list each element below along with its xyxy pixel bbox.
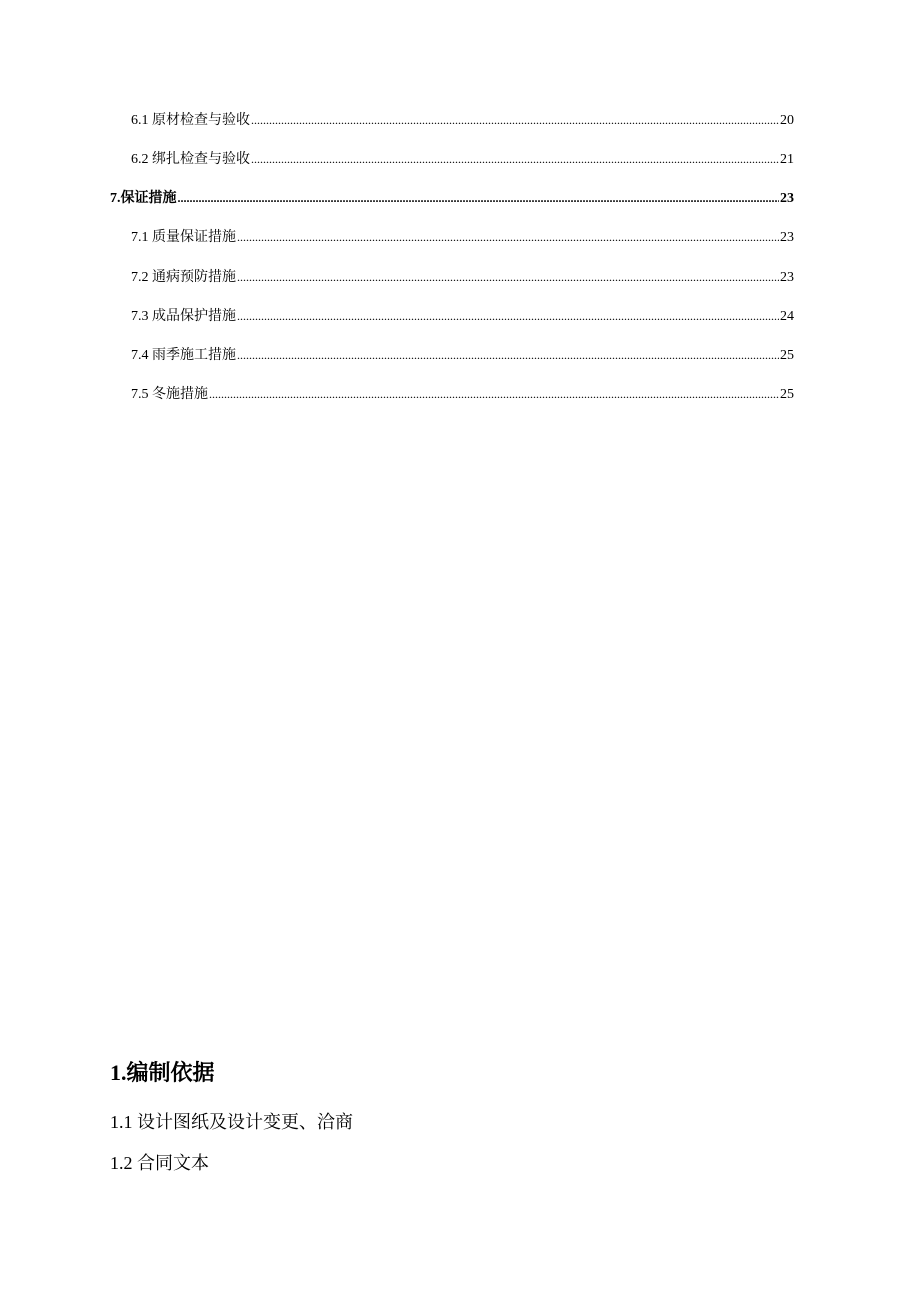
toc-dot-leader <box>237 345 779 365</box>
toc-entry-label: 7.4 雨季施工措施 <box>131 348 236 363</box>
toc-page-number: 21 <box>780 152 794 167</box>
toc-entry[interactable] <box>131 306 794 326</box>
toc-entry-label: 7.3 成品保护措施 <box>131 309 236 324</box>
toc-dot-leader <box>251 149 779 169</box>
toc-entry-label: 6.2 绑扎检查与验收 <box>131 152 250 167</box>
toc-dot-leader <box>209 384 779 404</box>
toc-dot-leader <box>237 306 779 326</box>
toc-entry[interactable] <box>131 345 794 365</box>
toc-entry[interactable] <box>110 188 794 208</box>
toc-page-number: 23 <box>780 270 794 285</box>
toc-dot-leader <box>237 267 779 287</box>
toc-entry[interactable] <box>131 267 794 287</box>
toc-page-number: 23 <box>780 191 794 206</box>
section-item: 1.1 设计图纸及设计变更、洽商 <box>110 1112 353 1132</box>
section-heading: 1.编制依据 <box>110 1060 215 1085</box>
toc-entry-label: 6.1 原材检查与验收 <box>131 113 250 128</box>
toc-page-number: 24 <box>780 309 794 324</box>
toc-page-number: 23 <box>780 230 794 245</box>
toc-dot-leader <box>178 188 780 208</box>
toc-entry[interactable] <box>131 384 794 404</box>
toc-dot-leader <box>251 110 779 130</box>
toc-entry-label: 7.5 冬施措施 <box>131 387 208 402</box>
toc-page-number: 25 <box>780 348 794 363</box>
toc-entry[interactable] <box>131 149 794 169</box>
toc-page-number: 20 <box>780 113 794 128</box>
toc-entry-label: 7.2 通病预防措施 <box>131 270 236 285</box>
toc-entry[interactable] <box>131 110 794 130</box>
toc-page-number: 25 <box>780 387 794 402</box>
toc-dot-leader <box>237 227 779 247</box>
toc-entry[interactable] <box>131 227 794 247</box>
toc-entry-label: 7.保证措施 <box>110 191 177 206</box>
section-item: 1.2 合同文本 <box>110 1153 209 1173</box>
toc-entry-label: 7.1 质量保证措施 <box>131 230 236 245</box>
